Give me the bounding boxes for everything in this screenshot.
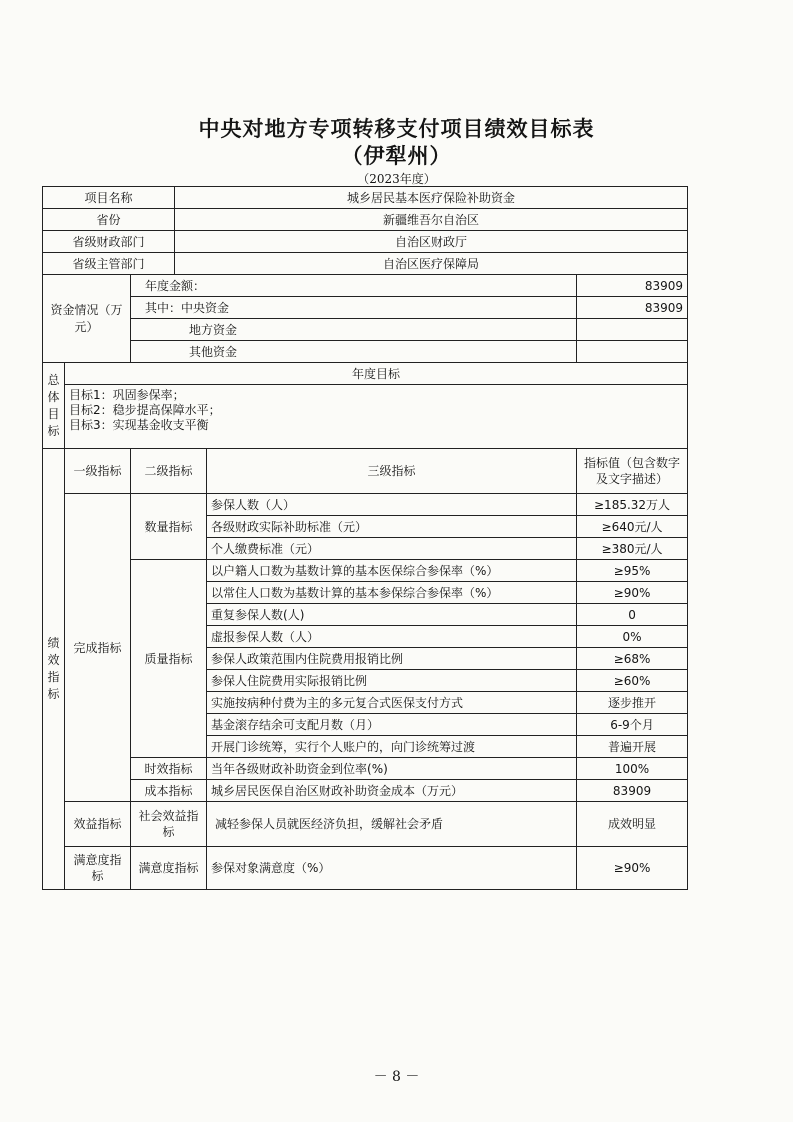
benefit-indicator-label: 效益指标 (65, 802, 131, 847)
indicator-name: 减轻参保人员就医经济负担，缓解社会矛盾 (207, 802, 577, 847)
table-row (43, 758, 688, 780)
indicator-value: 逐步推开 (577, 692, 688, 714)
indicator-name: 城乡居民医保自治区财政补助资金成本（万元） (207, 780, 577, 802)
table-row (43, 560, 688, 582)
level2-header: 二级指标 (131, 449, 207, 494)
table-row (43, 847, 688, 890)
central-funds-label: 其中：中央资金 (131, 297, 577, 319)
level3-header: 三级指标 (207, 449, 577, 494)
indicator-name: 参保对象满意度（%） (207, 847, 577, 890)
satisfaction-indicator-label: 满意度指标 (65, 847, 131, 890)
table-row (43, 494, 688, 516)
indicator-value: ≥90% (577, 847, 688, 890)
page-number: － 8 － (373, 1069, 420, 1085)
social-benefit-label: 社会效益指标 (131, 802, 207, 847)
indicator-name: 重复参保人数(人) (207, 604, 577, 626)
table-row (43, 319, 688, 341)
goal-2: 目标2：稳步提高保障水平； (69, 403, 221, 417)
indicator-name: 虚报参保人数（人） (207, 626, 577, 648)
indicator-name: 当年各级财政补助资金到位率(%) (207, 758, 577, 780)
annual-amount-label: 年度金额： (131, 275, 577, 297)
other-funds-value (577, 341, 688, 363)
central-funds-value: 83909 (577, 297, 688, 319)
indicator-name: 以户籍人口数为基数计算的基本医保综合参保率（%） (207, 560, 577, 582)
cost-indicator-label: 成本指标 (131, 780, 207, 802)
level1-header: 一级指标 (65, 449, 131, 494)
indicator-name: 实施按病种付费为主的多元复合式医保支付方式 (207, 692, 577, 714)
table-row (43, 209, 688, 231)
indicator-name: 参保人政策范围内住院费用报销比例 (207, 648, 577, 670)
province-value: 新疆维吾尔自治区 (175, 209, 688, 231)
indicator-value: 0% (577, 626, 688, 648)
indicator-name: 以常住人口数为基数计算的基本参保综合参保率（%） (207, 582, 577, 604)
local-funds-value (577, 319, 688, 341)
indicator-name: 参保人住院费用实际报销比例 (207, 670, 577, 692)
indicator-value: ≥185.32万人 (577, 494, 688, 516)
indicator-value: 成效明显 (577, 802, 688, 847)
table-row (43, 802, 688, 847)
indicator-value: 83909 (577, 780, 688, 802)
document-subtitle: （伊犁州） (341, 143, 452, 168)
indicator-value: ≥90% (577, 582, 688, 604)
province-label: 省份 (43, 209, 175, 231)
admin-dept-value: 自治区医疗保障局 (175, 253, 688, 275)
table-row (43, 363, 688, 385)
indicator-value: ≥640元/人 (577, 516, 688, 538)
table-row (43, 275, 688, 297)
annual-amount-value: 83909 (577, 275, 688, 297)
indicator-name: 参保人数（人） (207, 494, 577, 516)
admin-dept-label: 省级主管部门 (43, 253, 175, 275)
table-row (43, 187, 688, 209)
finance-dept-label: 省级财政部门 (43, 231, 175, 253)
quantity-indicator-label: 数量指标 (131, 494, 207, 560)
completion-indicator-label: 完成指标 (65, 494, 131, 802)
project-name-value: 城乡居民基本医疗保险补助资金 (175, 187, 688, 209)
annual-goal-header: 年度目标 (65, 363, 688, 385)
table-row (43, 297, 688, 319)
quality-indicator-label: 质量指标 (131, 560, 207, 758)
value-header: 指标值（包含数字及文字描述） (577, 449, 688, 494)
table-row (43, 253, 688, 275)
document-title: 中央对地方专项转移支付项目绩效目标表 (198, 116, 595, 141)
project-name-label: 项目名称 (43, 187, 175, 209)
indicator-value: ≥68% (577, 648, 688, 670)
indicator-value: ≥380元/人 (577, 538, 688, 560)
local-funds-label: 地方资金 (131, 319, 577, 341)
indicator-value: ≥95% (577, 560, 688, 582)
other-funds-label: 其他资金 (131, 341, 577, 363)
table-row (43, 780, 688, 802)
table-row (43, 385, 688, 449)
timeliness-indicator-label: 时效指标 (131, 758, 207, 780)
performance-indicator-label: 绩效指标 (43, 449, 65, 890)
indicator-value: 100% (577, 758, 688, 780)
indicator-name: 各级财政实际补助标准（元） (207, 516, 577, 538)
overall-goal-label: 总体目标 (43, 363, 65, 449)
funds-label: 资金情况（万元） (43, 275, 131, 363)
table-row (43, 341, 688, 363)
indicator-value: ≥60% (577, 670, 688, 692)
indicator-value: 普遍开展 (577, 736, 688, 758)
indicator-name: 开展门诊统筹，实行个人账户的，向门诊统筹过渡 (207, 736, 577, 758)
indicator-name: 基金滚存结余可支配月数（月） (207, 714, 577, 736)
indicator-value: 6-9个月 (577, 714, 688, 736)
goal-3: 目标3：实现基金收支平衡 (69, 418, 209, 432)
table-row (43, 231, 688, 253)
goal-1: 目标1：巩固参保率； (69, 388, 185, 402)
performance-target-table (42, 186, 688, 890)
finance-dept-value: 自治区财政厅 (175, 231, 688, 253)
satisfaction-sub-label: 满意度指标 (131, 847, 207, 890)
table-row (43, 449, 688, 494)
indicator-value: 0 (577, 604, 688, 626)
fiscal-year: （2023年度） (357, 172, 436, 186)
annual-goals-cell (65, 385, 688, 449)
indicator-name: 个人缴费标准（元） (207, 538, 577, 560)
